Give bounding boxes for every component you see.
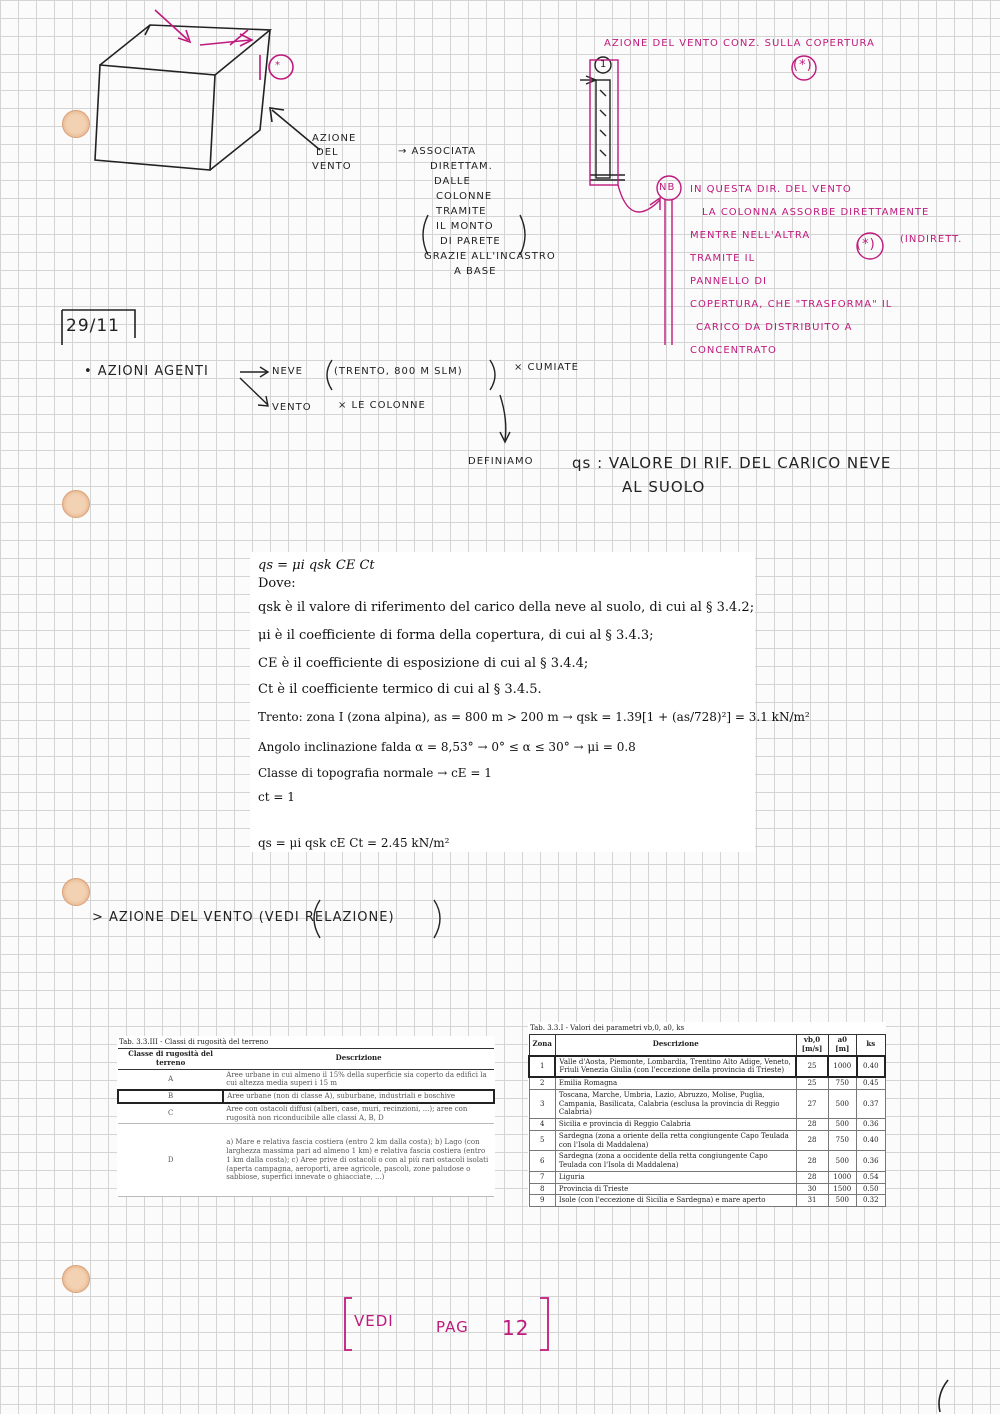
table-cell: 28 <box>796 1119 828 1131</box>
table-cell: 25 <box>796 1056 828 1078</box>
azioni-definiamo: DEFINIAMO <box>468 456 534 467</box>
column-circle-one: 1 <box>600 59 608 70</box>
table-cell: Toscana, Marche, Umbria, Lazio, Abruzzo, Molise, Puglia, Campania, Basilicata, Calabria (esclusa la provincia di Reggio Calabria) <box>555 1089 796 1118</box>
table-row <box>529 1119 885 1131</box>
table-cell: Isole (con l'eccezione di Sicilia e Sardegna) e mare aperto <box>555 1195 796 1207</box>
nb-asterisk: (*) <box>856 237 876 252</box>
table-cell: 28 <box>796 1130 828 1151</box>
punch-hole <box>62 878 90 906</box>
snow-load-formula <box>250 552 810 852</box>
table-cell: Sardegna (zona a oriente della retta congiungente Capo Teulada con l'Isola di Maddalena) <box>555 1130 796 1151</box>
qs-definition-1: qs : VALORE DI RIF. DEL CARICO NEVE <box>572 454 892 472</box>
table-cell: a) Mare e relativa fascia costiera (entro 2 km dalla costa); b) Lago (con larghezza massima pari ad almeno 1 km) e relativa fascia costiera (entro 1 km dalla costa); c) Aree prive di ostacoli o con al più rari ostacoli isolati (aperta campagna, aeroporti, aree agricole, pascoli, zone paludose o sabbiose, superfici innevate o ghiacciate, ...) <box>223 1124 494 1197</box>
table-cell: Sardegna (zona a occidente della retta congiungente Capo Teulada con l'Isola di Maddalena) <box>555 1151 796 1172</box>
footer-pag: PAG <box>436 1318 469 1336</box>
table-cell: 30 <box>796 1183 828 1195</box>
date-label: 29/11 <box>66 316 120 336</box>
formula-line-qsk: qsk è il valore di riferimento del carico della neve al suolo, di cui al § 3.4.2; <box>258 600 755 615</box>
table-cell: 750 <box>828 1130 856 1151</box>
table-cell: 500 <box>828 1195 856 1207</box>
table-cell: B <box>118 1090 223 1103</box>
qs-definition-2: AL SUOLO <box>622 478 706 496</box>
top-right-note: AZIONE DEL VENTO CONZ. SULLA COPERTURA <box>604 38 875 49</box>
table-cell: 6 <box>529 1151 555 1172</box>
table-right-caption: Tab. 3.3.I - Valori dei parametri vb,0, a0, ks <box>530 1024 685 1032</box>
table-header: Descrizione <box>555 1035 796 1056</box>
table-cell: 7 <box>529 1171 555 1183</box>
formula-trento: Trento: zona I (zona alpina), as = 800 m > 200 m → qsk = 1.39[1 + (as/728)²] = 3.1 kN/m² <box>258 710 810 724</box>
table-row <box>529 1130 885 1151</box>
wind-parameters-table <box>528 1022 886 1207</box>
table-header: a0 [m] <box>828 1035 856 1056</box>
table-left-caption: Tab. 3.3.III - Classi di rugosità del terreno <box>119 1038 269 1046</box>
table-cell: Aree urbane in cui almeno il 15% della superficie sia coperto da edifici la cui altezza media superi i 15 m <box>223 1069 494 1090</box>
table-cell: Emilia Romagna <box>555 1077 796 1089</box>
table-header: Classe di rugosità del terreno <box>118 1049 223 1070</box>
table-row <box>118 1069 494 1090</box>
nb-note: IN QUESTA DIR. DEL VENTO LA COLONNA ASSORBE DIRETTAMENTE MENTRE NELL'ALTRA TRAMITE IL PANNELLO DI COPERTURA, CHE "TRASFORMA" IL CARICO DA DISTRIBUITO A CONCENTRATO <box>690 184 930 356</box>
azioni-vento: VENTO <box>272 402 312 413</box>
table-row <box>529 1151 885 1172</box>
table-row <box>529 1077 885 1089</box>
table-cell: Aree con ostacoli diffusi (alberi, case, muri, recinzioni, ...); aree con rugosità non riconducibile alle classi A, B, D <box>223 1103 494 1124</box>
table-row <box>118 1124 494 1197</box>
table-cell: Sicilia e provincia di Reggio Calabria <box>555 1119 796 1131</box>
table-cell: 2 <box>529 1077 555 1089</box>
formula-ct-value: ct = 1 <box>258 790 295 804</box>
formula-line-ct: Ct è il coefficiente termico di cui al § 3.4.5. <box>258 682 542 697</box>
punch-hole <box>62 1265 90 1293</box>
nb-badge: NB <box>659 182 676 193</box>
punch-hole <box>62 490 90 518</box>
label-azione-vento: AZIONE DEL VENTO <box>312 133 357 172</box>
table-cell: 0.36 <box>857 1119 885 1131</box>
box-star-marker: * <box>275 60 281 71</box>
formula-classe: Classe di topografia normale → cE = 1 <box>258 766 492 780</box>
table-cell: 27 <box>796 1089 828 1118</box>
table-cell: 1 <box>529 1056 555 1078</box>
table-cell: C <box>118 1103 223 1124</box>
azioni-cumiate: × CUMIATE <box>514 362 579 373</box>
table-cell: 0.36 <box>857 1151 885 1172</box>
table-cell: 0.54 <box>857 1171 885 1183</box>
formula-main: qs = μi qsk CE Ct <box>258 558 375 573</box>
footer-vedi: VEDI <box>354 1312 394 1330</box>
table-row <box>529 1171 885 1183</box>
table-cell: 4 <box>529 1119 555 1131</box>
nb-indirect: (INDIRETT. <box>900 234 963 245</box>
table-cell: 500 <box>828 1089 856 1118</box>
roughness-class-table <box>117 1036 495 1197</box>
label-associata: → ASSOCIATA DIRETTAM. DALLE COLONNE TRAMITE IL MONTO DI PARETE GRAZIE ALL'INCASTRO A BASE <box>398 146 556 277</box>
table-row <box>529 1089 885 1118</box>
table-cell: 3 <box>529 1089 555 1118</box>
table-cell: 0.50 <box>857 1183 885 1195</box>
table-cell: 28 <box>796 1171 828 1183</box>
table-header: vb,0 [m/s] <box>796 1035 828 1056</box>
table-header: Zona <box>529 1035 555 1056</box>
table-cell: 0.40 <box>857 1130 885 1151</box>
formula-result: qs = μi qsk cE Ct = 2.45 kN/m² <box>258 836 450 850</box>
table-row <box>118 1103 494 1124</box>
table-cell: 0.40 <box>857 1056 885 1078</box>
formula-dove: Dove: <box>258 576 296 591</box>
table-cell: 0.32 <box>857 1195 885 1207</box>
punch-hole <box>62 110 90 138</box>
table-row <box>118 1090 494 1103</box>
formula-angolo: Angolo inclinazione falda α = 8,53° → 0° ≤ α ≤ 30° → μi = 0.8 <box>258 740 636 754</box>
formula-line-mu: μi è il coefficiente di forma della copertura, di cui al § 3.4.3; <box>258 628 654 643</box>
table-cell: 1000 <box>828 1171 856 1183</box>
table-cell: D <box>118 1124 223 1197</box>
table-row <box>529 1056 885 1078</box>
table-cell: 1500 <box>828 1183 856 1195</box>
table-cell: 500 <box>828 1119 856 1131</box>
table-header: ks <box>857 1035 885 1056</box>
table-cell: Liguria <box>555 1171 796 1183</box>
table-cell: Valle d'Aosta, Piemonte, Lombardia, Trentino Alto Adige, Veneto, Friuli Venezia Giulia (con l'eccezione della provincia di Trieste) <box>555 1056 796 1078</box>
table-cell: 0.45 <box>857 1077 885 1089</box>
table-header: Descrizione <box>223 1049 494 1070</box>
table-row <box>529 1183 885 1195</box>
table-cell: A <box>118 1069 223 1090</box>
table-cell: 31 <box>796 1195 828 1207</box>
table-cell: Aree urbane (non di classe A), suburbane, industriali e boschive <box>223 1090 494 1103</box>
table-row <box>529 1195 885 1207</box>
azioni-neve-detail: (TRENTO, 800 M SLM) <box>334 366 463 377</box>
table-cell: Provincia di Trieste <box>555 1183 796 1195</box>
azioni-neve: NEVE <box>272 366 303 377</box>
table-cell: 28 <box>796 1151 828 1172</box>
vento-heading: > AZIONE DEL VENTO (VEDI RELAZIONE) <box>92 910 395 925</box>
table-cell: 25 <box>796 1077 828 1089</box>
table-cell: 0.37 <box>857 1089 885 1118</box>
table-cell: 750 <box>828 1077 856 1089</box>
table-cell: 5 <box>529 1130 555 1151</box>
footer-page-number: 12 <box>502 1316 530 1340</box>
table-cell: 1000 <box>828 1056 856 1078</box>
table-cell: 9 <box>529 1195 555 1207</box>
formula-line-ce: CE è il coefficiente di esposizione di cui al § 3.4.4; <box>258 656 589 671</box>
table-cell: 8 <box>529 1183 555 1195</box>
azioni-vento-detail: × LE COLONNE <box>338 400 426 411</box>
top-right-asterisk: (*) <box>793 58 813 73</box>
azioni-bullet: • AZIONI AGENTI <box>84 364 209 379</box>
table-cell: 500 <box>828 1151 856 1172</box>
